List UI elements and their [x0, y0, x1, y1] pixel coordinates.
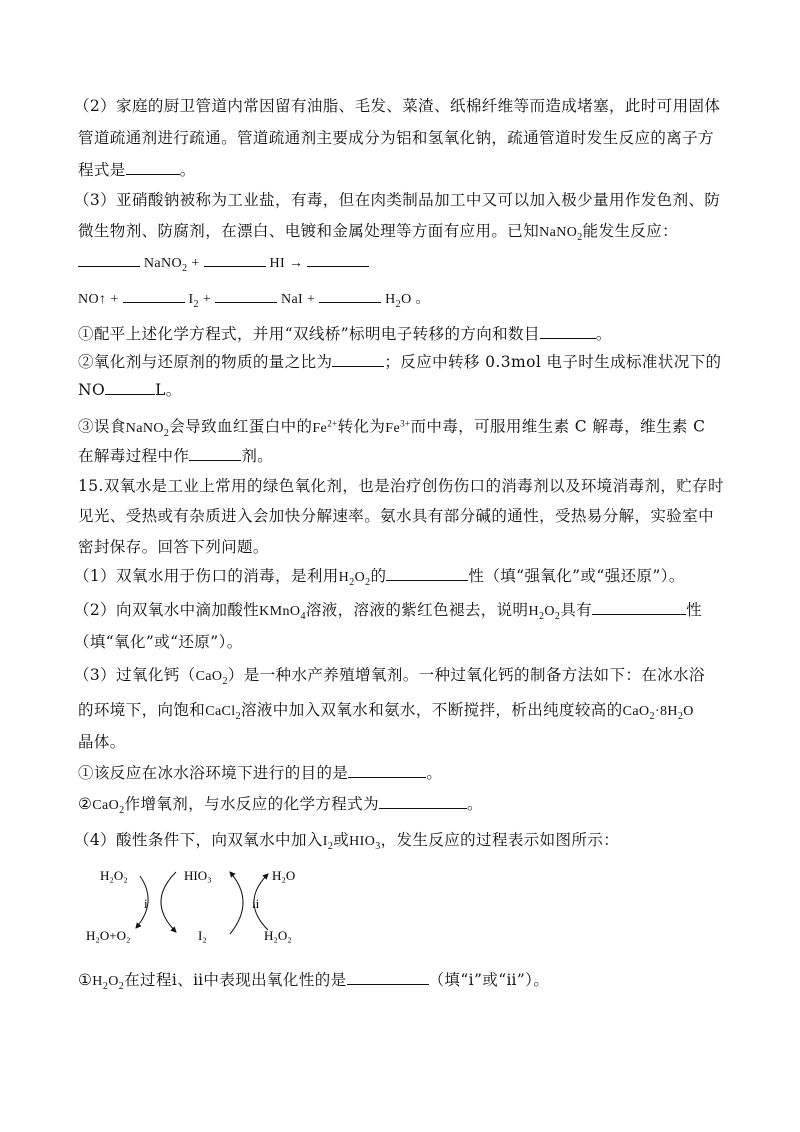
ion-fe3: $Fe^{3+}$ [385, 418, 411, 436]
q3-text: 能发生反应： [582, 222, 679, 240]
q3-line-2 [78, 221, 678, 248]
eq-i2: I [188, 292, 194, 307]
answer-blank[interactable] [540, 324, 596, 339]
q15-sub-3-end: 晶体。 [78, 733, 126, 751]
answer-blank[interactable] [189, 446, 241, 461]
q15-sub-4-part-1: $①H_2O_2$在过程ⅰ、ⅱ中表现出氧化性的是 （填“ⅰ”或“ⅱ”）。 [78, 971, 550, 992]
q15-line-2: 见光、受热或有杂质进入会加快分解速率。氨水具有部分碱的通性，受热易分解，实验室中 [78, 507, 715, 525]
answer-blank[interactable] [386, 566, 468, 581]
answer-blank[interactable] [592, 600, 686, 615]
q15-line-1: 15.双氧水是工业上常用的绿色氧化剂，也是治疗创伤伤口的消毒剂以及环境消毒剂，贮存时 [78, 477, 724, 495]
formula-kmno4: KMnO$_4$ [259, 604, 306, 622]
coef-blank-1[interactable] [78, 252, 140, 267]
q3-part-3: ③误食NaNO$_2$会导致血红蛋白中的$Fe^{2+}$转化为$Fe^{3+}$而中毒，可服用维生素 C 解毒，维生素 C [78, 417, 706, 439]
answer-blank[interactable] [347, 970, 429, 985]
eq-h2o: $H_2O$ [385, 292, 412, 310]
coef-blank-4[interactable] [123, 288, 185, 303]
label-h2o2-bottom-right: H₂O₂ [264, 928, 292, 943]
formula-nano2: NaNO$_2$ [539, 225, 583, 243]
label-h2o-top-right: H₂O [272, 868, 296, 883]
eq-gas-arrow: ↑ [99, 292, 107, 307]
q15-sub-4: （4）酸性条件下，向双氧水中加入$I_2$或$HIO_3$，发生反应的过程表示如图所示： [74, 831, 620, 852]
q15-sub-3-part-1: ①该反应在冰水浴环境下进行的目的是 。 [78, 764, 443, 782]
answer-blank[interactable] [126, 160, 180, 175]
q15-sub-3: （3）过氧化钙（CaO$_2$）是一种水产养殖增氧剂。一种过氧化钙的制备方法如下：在冰水浴 [74, 666, 705, 687]
formula-hio3: $HIO_3$ [349, 834, 381, 852]
label-process-ii: ii [252, 896, 260, 911]
equation-line-2: NO↑ + $I_2$ + NaI + $H_2O$ 。 [78, 288, 430, 315]
reaction-cycle-diagram [80, 862, 320, 946]
q2-line-2: 管道疏通剂进行疏通。管道疏通剂主要成分为铝和氢氧化钠，疏通管道时发生反应的离子方 [78, 129, 715, 147]
coef-blank-5[interactable] [215, 288, 277, 303]
answer-blank[interactable] [348, 763, 426, 778]
q2-line-1: （2）家庭的厨卫管道内常因留有油脂、毛发、菜渣、纸棉纤维等而造成堵塞，此时可用固体 [74, 97, 721, 115]
label-hio3: HIO₃ [184, 868, 212, 883]
formula-cacl2: CaCl$_2$ [205, 704, 241, 722]
q15-line-3: 密封保存。回答下列问题。 [78, 538, 269, 556]
q15-sub-2-cont: （填“氧化”或“还原”）。 [74, 633, 243, 651]
q3-part-1: ①配平上述化学方程式，并用“双线桥”标明电子转移的方向和数目 。 [78, 325, 612, 343]
q3-line-1: （3）亚硝酸钠被称为工业盐，有毒，但在肉类制品加工中又可以加入极少量用作发色剂、防 [74, 191, 721, 209]
answer-blank[interactable] [105, 380, 155, 395]
label-process-i: i [144, 896, 148, 911]
q15-sub-2: （2）向双氧水中滴加酸性KMnO$_4$溶液，溶液的紫红色褪去，说明$H_2O_2$具有 性 [74, 601, 703, 622]
q15-sub-3-part-2: ②CaO$_2$作增氧剂，与水反应的化学方程式为 。 [78, 795, 483, 816]
coef-blank-3[interactable] [307, 252, 369, 267]
answer-blank[interactable] [332, 352, 384, 367]
label-i2: I₂ [198, 928, 207, 943]
eq-nai: NaI [280, 292, 304, 307]
q15-sub-3-cont: 的环境下，向饱和CaCl$_2$溶液中加入双氧水和氨水，不断搅拌，析出纯度较高的$CaO_2\cdot 8H_2O$ [78, 701, 694, 722]
q3-part-2: ②氧化剂与还原剂的物质的量之比为 ；反应中转移 0.3mol 电子时生成标准状况下的 [78, 353, 722, 371]
coef-blank-2[interactable] [204, 252, 266, 267]
eq-plus: + [191, 256, 200, 271]
eq-nano2: NaNO [143, 256, 183, 271]
answer-blank[interactable] [379, 794, 467, 809]
eq-arrow: → [288, 256, 304, 271]
arrow-i2-to-hio3 [230, 872, 243, 934]
coef-blank-6[interactable] [319, 288, 381, 303]
ion-fe2: $Fe^{2+}$ [312, 418, 338, 436]
label-h2o-o2: H₂O+O₂ [86, 928, 131, 943]
q15-sub-1: （1）双氧水用于伤口的消毒，是利用$H_2O_2$的 性（填“强氧化”或“强还原”）。 [74, 567, 685, 588]
formula-cao2-8h2o: $CaO_2\cdot 8H_2O$ [622, 704, 694, 722]
q3-part-2-cont: NO L。 [78, 381, 182, 399]
q2-text: 。 [179, 161, 196, 179]
equation-line-1: NaNO$_2$ + HI → [78, 252, 369, 279]
q3-text: 微生物剂、防腐剂，在漂白、电镀和金属处理等方面有应用。已知 [78, 222, 540, 240]
formula-cao2: CaO$_2$ [195, 669, 228, 687]
formula-h2o2: $H_2O_2$ [338, 570, 371, 588]
eq-hi: HI [269, 256, 286, 271]
q2-line-3 [78, 160, 196, 180]
q3-part-3-cont: 在解毒过程中作 剂。 [78, 447, 274, 465]
eq-no: NO [78, 292, 100, 307]
q2-text: 程式是 [78, 161, 126, 179]
label-h2o2-top-left: H₂O₂ [100, 868, 128, 883]
arrow-hio3-to-i2 [161, 872, 176, 932]
